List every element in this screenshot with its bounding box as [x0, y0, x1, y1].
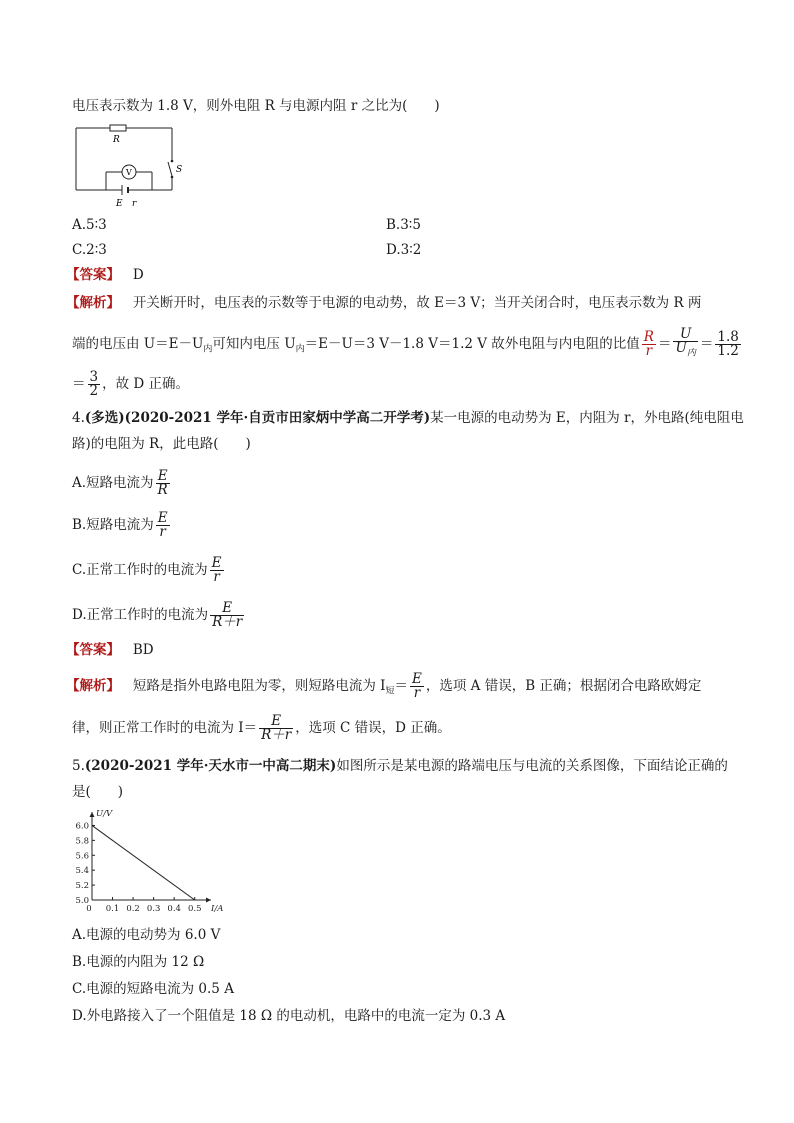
x-tick-label: 0.5 [187, 904, 202, 914]
x-tick-label: 0.4 [167, 904, 181, 914]
q4-analysis-line2: 律，则正常工作时的电流为 I＝ $\frac{E}{R+r}$ ，选项 C 错误，D 正确。 [72, 713, 451, 743]
x-tick-label: 0 [86, 904, 92, 914]
label-S: S [176, 165, 183, 175]
answer-tag: 【答案】 [66, 267, 120, 283]
q4-stem-line2: 路)的电阻为 R，此电路( ) [72, 436, 251, 452]
label-r: r [132, 199, 137, 209]
y-tick-label: 5.0 [75, 896, 89, 906]
q5-stem-line1: 5.(2020-2021 学年·天水市一中高二期末)如图所示是某电源的路端电压与电流的关系图像，下面结论正确的 [72, 758, 728, 774]
x-axis-label: I/A [211, 904, 224, 914]
series-line [92, 825, 195, 900]
analysis-tag: 【解析】 [66, 678, 120, 694]
q3-answer [66, 265, 144, 285]
q5-option-a: A.电源的电动势为 6.0 V [72, 927, 221, 943]
y-tick-label: 5.4 [75, 866, 89, 877]
q5-option-b: B.电源的内阻为 12 Ω [72, 954, 205, 970]
y-tick-label: 5.8 [75, 836, 89, 847]
x-axis-arrow [206, 898, 211, 903]
x-tick-label: 0.1 [105, 904, 120, 914]
q3-stem: 电压表示数为 1.8 V，则外电阻 R 与电源内阻 r 之比为( ) [72, 98, 440, 114]
q3-analysis-line2: 端的电压由 $U=E-U_内$可知内电压 $U_内=E-U=3$ V－1.8 V＝1.2 V 故外电阻与内电阻的比值 $\frac{R}{r}$ ＝ $\frac{U}{U_内}$ ＝ $\frac{1.8}{1.2}$ [72, 326, 739, 359]
y-axis-label: U/V [96, 809, 113, 819]
label-R: R [113, 135, 120, 145]
q3-analysis-line3: ＝ $\frac{3}{2}$ ，故 D 正确。 [72, 369, 189, 399]
circuit-diagram [72, 120, 192, 210]
q4-option-d: D.正常工作时的电流为 $\frac{E}{R+r}$ [72, 600, 243, 630]
analysis-tag: 【解析】 [66, 295, 120, 311]
analysis-text: 开关断开时，电压表的示数等于电源的电动势，故 E＝3 V；当开关闭合时，电压表示数为 R 两 [132, 295, 702, 311]
q4-answer [66, 640, 154, 660]
q4-option-c: C.正常工作时的电流为 $\frac{E}{r}$ [72, 555, 222, 585]
y-tick-label: 5.6 [75, 851, 89, 862]
q3-option-c: C.2∶3 [72, 242, 107, 258]
q4-option-b: B.短路电流为 $\frac{E}{r}$ [72, 510, 168, 540]
q4-option-a: A.短路电流为 $\frac{E}{R}$ [72, 468, 168, 498]
q4-analysis-line1: 【解析】 短路是指外电路电阻为零，则短路电流为 $I_短=$ $\frac{E}{r}$ ，选项 A 错误，B 正确；根据闭合电路欧姆定 [66, 671, 702, 701]
q5-option-c: C.电源的短路电流为 0.5 A [72, 981, 234, 997]
q5-option-d: D.外电路接入了一个阻值是 18 Ω 的电动机，电路中的电流一定为 0.3 A [72, 1008, 506, 1024]
q4-source: (多选)(2020-2021 学年·自贡市田家炳中学高二开学考) [84, 410, 431, 426]
q5-stem-line2: 是( ) [72, 784, 124, 800]
q3-option-b: B.3∶5 [386, 217, 421, 233]
y-axis-arrow [90, 812, 95, 817]
fraction-3-over-2: $\frac{3}{2}$ [89, 369, 99, 399]
y-tick-label: 6.0 [75, 821, 89, 832]
q3-option-a: A.5∶3 [72, 217, 107, 233]
answer-value: BD [132, 642, 154, 658]
y-tick-label: 5.2 [75, 881, 89, 892]
label-E: E [116, 199, 123, 209]
q5-source: (2020-2021 学年·天水市一中高二期末) [84, 758, 337, 774]
x-tick-label: 0.2 [126, 904, 140, 914]
label-V: V [126, 168, 132, 177]
q4-stem-line1: 4.(多选)(2020-2021 学年·自贡市田家炳中学高二开学考)某一电源的电动势为 E，内阻为 r，外电路(纯电阻电 [72, 410, 744, 426]
q3-analysis-line1 [66, 293, 701, 313]
q3-option-d: D.3∶2 [386, 242, 422, 258]
x-tick-label: 0.3 [146, 904, 161, 914]
answer-value: D [132, 267, 144, 283]
fraction-U-over-Unei: $\frac{U}{U_内}$ [675, 326, 696, 359]
fraction-R-over-r: $\frac{R}{r}$ [643, 329, 654, 359]
answer-tag: 【答案】 [66, 642, 120, 658]
fraction-numeric: $\frac{1.8}{1.2}$ [717, 329, 739, 359]
u-i-chart [70, 808, 224, 918]
resistor-R [110, 125, 126, 131]
